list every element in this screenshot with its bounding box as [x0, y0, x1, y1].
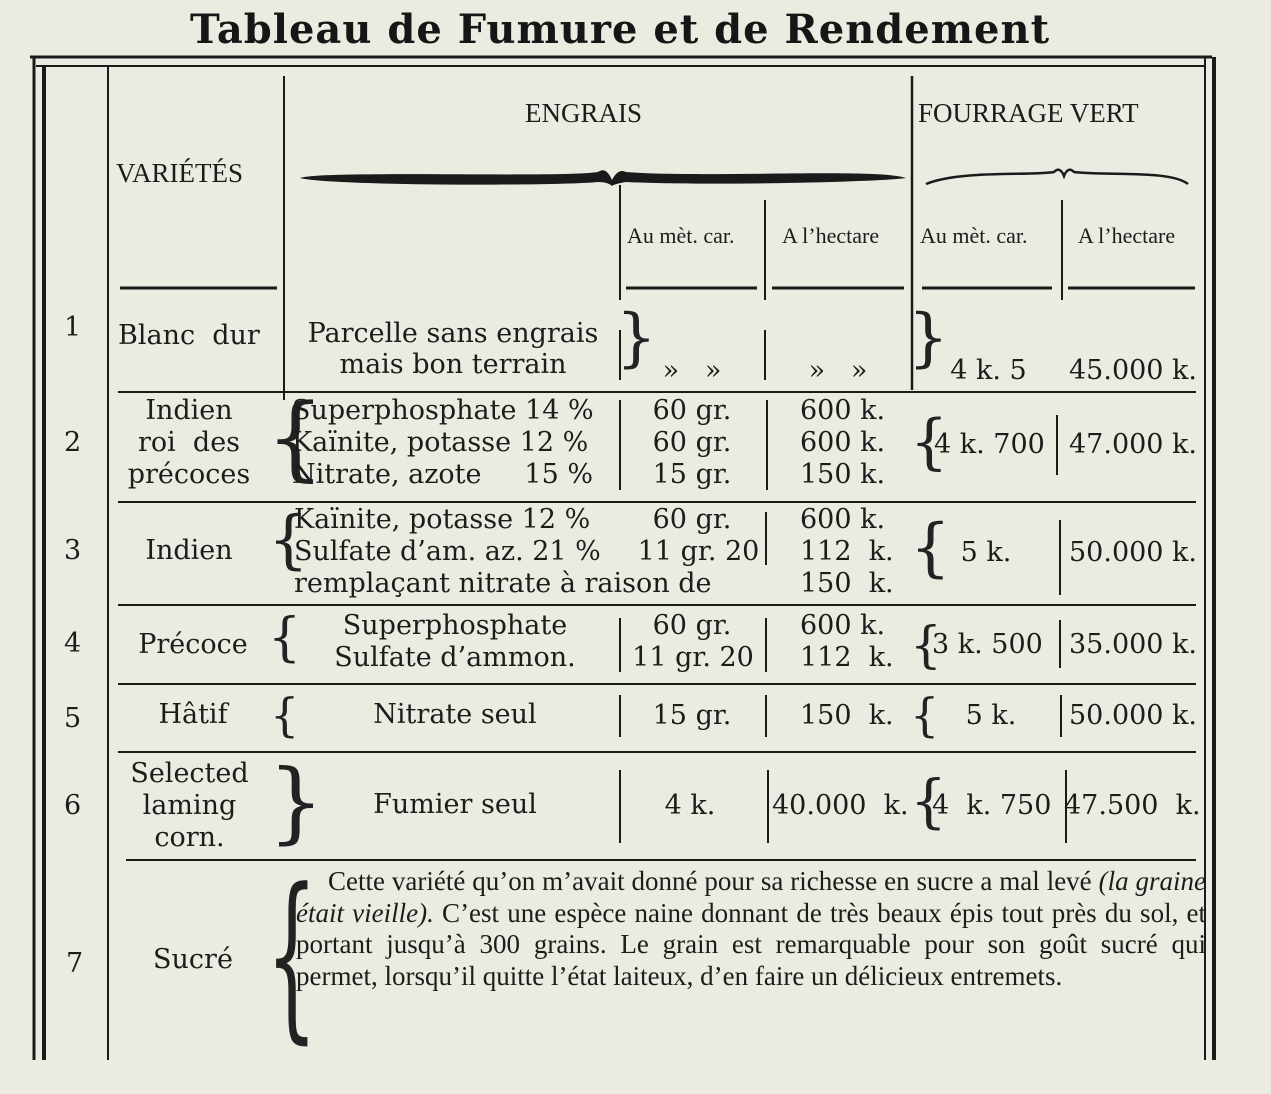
engrais-m2: 60 gr.: [652, 427, 732, 458]
variety-name: Indien: [145, 535, 233, 566]
fertilizer-line: Superphosphate 14 %: [292, 395, 594, 426]
engrais-ha: 600 k.: [800, 610, 886, 641]
fourrage-m2: 5 k.: [965, 700, 1017, 731]
brace-icon: {: [266, 384, 325, 491]
engrais-ha: 40.000 k.: [772, 790, 909, 821]
variety-name: Sucré: [153, 944, 233, 975]
row-number: 6: [64, 790, 82, 821]
fertilizer-line: Kaïnite, potasse 12 %: [292, 427, 589, 458]
row-number: 5: [64, 703, 82, 734]
brace-icon: }: [268, 750, 324, 853]
row-number: 2: [64, 427, 82, 458]
engrais-m2: » »: [662, 355, 722, 386]
brace-icon: {: [910, 616, 942, 674]
page-title: Tableau de Fumure et de Rendement: [189, 6, 1051, 53]
engrais-ha: » »: [808, 355, 868, 386]
variety-name: laming: [142, 790, 237, 821]
row-number: 4: [64, 628, 82, 659]
fourrage-ha: 47.000 k.: [1069, 429, 1197, 460]
fourrage-m2: 3 k. 500: [932, 629, 1043, 660]
header-fourrage: FOURRAGE VERT: [918, 98, 1139, 128]
engrais-ha: 150 k.: [800, 459, 886, 490]
fertilizer-line: Fumier seul: [373, 789, 537, 820]
brace-icon: {: [266, 851, 318, 1060]
fourrage-ha: 35.000 k.: [1069, 629, 1197, 660]
brace-icon: {: [910, 511, 951, 585]
row-number: 3: [64, 535, 82, 566]
fourrage-ha: 47.500 k.: [1064, 790, 1201, 821]
row-number: 1: [64, 312, 82, 343]
brace-icon: }: [908, 301, 949, 375]
header-fourrage-m2: Au mèt. car.: [920, 223, 1028, 248]
header-fourrage-ha: A l’hectare: [1078, 223, 1176, 248]
fourrage-m2: 5 k.: [960, 537, 1012, 568]
note-text: C’est une espèce naine donnant de très beaux épis tout près du sol, et portant jusqu’à 300 grains. Le grain est remarquable pour son goût sucré qui permet, lorsqu’il quitte l’état laiteux, d’en faire un délicieux entremets.: [296, 897, 1206, 991]
engrais-m2: 15 gr.: [652, 700, 732, 731]
engrais-m2: 11 gr. 20: [632, 642, 754, 673]
variety-name: Indien: [145, 395, 233, 426]
fourrage-m2: 4 k. 5: [950, 355, 1027, 386]
variety-name: Blanc dur: [118, 320, 260, 351]
note-text: Cette variété qu’on m’avait donné pour sa richesse en sucre a mal levé: [328, 866, 1099, 896]
fertilizer-line: Parcelle sans engrais: [307, 318, 599, 349]
engrais-m2: 11 gr. 20: [637, 536, 760, 567]
engrais-ha: 600 k.: [800, 427, 886, 458]
engrais-m2: 60 gr.: [652, 504, 732, 535]
variety-name: roi des: [137, 427, 241, 458]
engrais-ha: 150 k.: [800, 700, 894, 731]
brace-icon: }: [616, 301, 657, 375]
variety-name: Hâtif: [158, 699, 228, 730]
engrais-ha: 112 k.: [800, 642, 894, 673]
engrais-ha: 150 k.: [800, 568, 894, 599]
fertilizer-line: remplaçant nitrate à raison de: [294, 568, 712, 599]
fertilizer-line: mais bon terrain: [339, 349, 567, 380]
fourrage-ha: 45.000 k.: [1069, 355, 1197, 386]
engrais-ha: 600 k.: [800, 504, 886, 535]
fertilizer-line: Sulfate d’ammon.: [334, 642, 576, 673]
note-italic: (la graine était vieille).: [296, 866, 1206, 928]
brace-icon: {: [268, 503, 309, 577]
engrais-m2: 4 k.: [664, 790, 716, 821]
engrais-m2: 15 gr.: [652, 459, 732, 490]
header-varietes: VARIÉTÉS: [116, 158, 244, 188]
fertilizer-line: Kaïnite, potasse 12 %: [294, 504, 591, 535]
header-engrais: ENGRAIS: [525, 98, 643, 128]
variety-name: précoces: [127, 459, 251, 490]
engrais-ha: 600 k.: [800, 395, 886, 426]
brace-icon: {: [268, 608, 302, 668]
fourrage-ha: 50.000 k.: [1069, 700, 1197, 731]
engrais-ha: 112 k.: [800, 536, 894, 567]
variety-name: Selected: [130, 758, 249, 789]
brace-icon: {: [910, 767, 947, 835]
fertilizer-line: Nitrate, azote 15 %: [292, 459, 594, 490]
brace-icon: {: [270, 688, 300, 742]
variety-name: corn.: [154, 822, 225, 853]
engrais-m2: 60 gr.: [652, 395, 732, 426]
engrais-m2: 60 gr.: [652, 610, 732, 641]
fertilizer-line: Sulfate d’am. az. 21 %: [294, 536, 601, 567]
variety-name: Précoce: [138, 629, 248, 660]
row-number: 7: [66, 948, 84, 979]
fourrage-m2: 4 k. 750: [932, 790, 1052, 821]
fertilizer-line: Superphosphate: [342, 610, 568, 641]
fourrage-ha: 50.000 k.: [1069, 537, 1197, 568]
header-engrais-ha: A l’hectare: [782, 223, 880, 248]
variety-note: [296, 866, 1206, 992]
brace-icon: {: [910, 407, 949, 477]
brace-icon: {: [910, 688, 940, 742]
fourrage-m2: 4 k. 700: [934, 429, 1045, 460]
fertilizer-line: Nitrate seul: [373, 699, 537, 730]
header-engrais-m2: Au mèt. car.: [627, 223, 735, 248]
